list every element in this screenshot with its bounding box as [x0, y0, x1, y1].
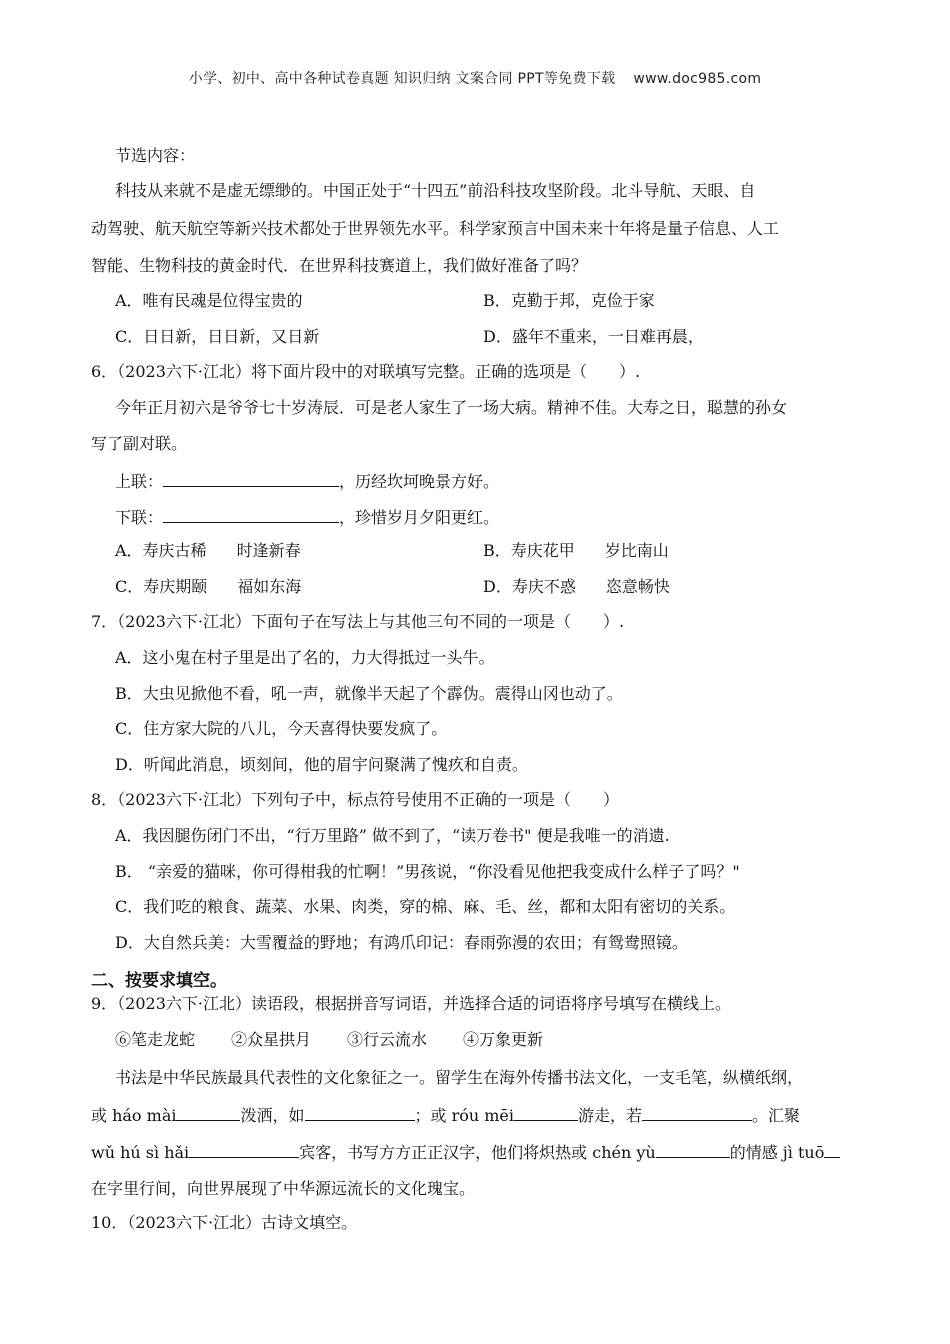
question-6-paragraph: 今年正月初六是爷爷七十岁涛辰．可是老人家生了一场大病。精神不佳。大寿之日，聪慧的孙女	[115, 398, 788, 417]
option-c: C．日日新，日日新，又日新	[115, 327, 320, 346]
paragraph-text: 泼洒，如	[240, 1106, 305, 1125]
q6-option-a	[115, 541, 301, 561]
question-10-stem: 10．（2023六下·江北）古诗文填空。	[91, 1213, 358, 1232]
choice-item: ③行云流水	[347, 1030, 428, 1049]
paragraph-text: 游走，若	[578, 1106, 643, 1125]
fill-blank[interactable]	[514, 1104, 578, 1121]
excerpt-line: 动驾驶、航天航空等新兴技术都处于世界领先水平。科学家预言中国未来十年将是量子信息、人工	[91, 219, 780, 238]
question-8-stem: 8．（2023六下·江北）下列句子中，标点符号使用不正确的一项是（ ）	[91, 790, 619, 809]
couplet-lower-suffix: ，珍惜岁月夕阳更红。	[339, 508, 500, 527]
section-2-title: 二、按要求填空。	[91, 971, 227, 991]
pinyin-text: ；或 róu mēi	[414, 1106, 515, 1125]
q7-option-b: B．大虫见掀他不看，吼一声，就像半天起了个霹伪。震得山冈也动了。	[115, 684, 623, 703]
option-a: A．唯有民魂是位得宝贵的	[115, 291, 303, 310]
q6-option-b	[483, 541, 669, 561]
option-label: B．寿庆花甲	[483, 541, 575, 560]
q8-option-c: C．我们吃的粮食、蔬菜、水果、肉类，穿的棉、麻、毛、丝，都和太阳有密切的关系。	[115, 897, 736, 916]
couplet-lower-prefix: 下联：	[115, 508, 164, 527]
couplet-lower-blank[interactable]	[163, 506, 339, 523]
q6-option-d	[483, 577, 670, 597]
paragraph-text: 。汇聚	[752, 1106, 801, 1125]
option-text: 岁比南山	[604, 541, 669, 560]
couplet-lower	[115, 506, 499, 528]
q7-option-d: D．听闻此消息，顷刻间，他的眉宇问聚满了愧疚和自责。	[115, 755, 528, 774]
question-9-stem: 9．（2023六下·江北）读语段，根据拼音写词语，并选择合适的词语将序号填写在横线上。	[91, 994, 731, 1013]
pinyin-text: 或 háo mài	[91, 1106, 177, 1125]
q9-paragraph: 书法是中华民族最具代表性的文化象征之一。留学生在海外传播书法文化，一支毛笔，纵横纸纲，	[115, 1068, 804, 1087]
couplet-upper-prefix: 上联：	[115, 472, 164, 491]
pinyin-text: wǔ hú sì hǎi	[91, 1143, 190, 1162]
q8-option-d: D．大自然兵美：大雪覆益的野地；有鸿爪印记：春雨弥漫的农田；有鸳鸯照镜。	[115, 933, 688, 952]
fill-blank[interactable]	[824, 1141, 840, 1158]
question-7-stem: 7．（2023六下·江北）下面句子在写法上与其他三句不同的一项是（ ）.	[91, 612, 625, 631]
option-d: D．盛年不重来，一日难再晨，	[483, 327, 704, 346]
fill-blank[interactable]	[189, 1141, 299, 1158]
couplet-upper-blank[interactable]	[163, 470, 339, 487]
paragraph-text: 宾客，书写方方正正汉字，他们将炽热或 chén yù	[299, 1143, 656, 1162]
excerpt-label: 节选内容：	[115, 146, 196, 165]
option-text: 恣意畅快	[605, 577, 670, 596]
fill-blank[interactable]	[642, 1104, 752, 1121]
q7-option-a: A．这小鬼在村子里是出了名的，力大得抵过一头牛。	[115, 648, 495, 667]
paragraph-text: 的情感 jì tuō	[729, 1143, 825, 1162]
option-b: B．克勤于邦，克俭于家	[483, 291, 655, 310]
q9-choices	[115, 1030, 543, 1050]
excerpt-line: 科技从来就不是虚无缥缈的。中国正处于“十四五”前沿科技攻坚阶段。北斗导航、天眼、自	[115, 181, 756, 200]
page-header	[0, 68, 950, 88]
option-label: A．寿庆古稀	[115, 541, 207, 560]
question-6-stem: 6．（2023六下·江北）将下面片段中的对联填写完整。正确的选项是（ ）.	[91, 362, 641, 381]
option-text: 时逢新春	[236, 541, 301, 560]
excerpt-line: 智能、生物科技的黄金时代．在世界科技赛道上，我们做好准备了吗？	[91, 256, 588, 275]
q8-option-a: A．我因腿伤闭门不出，“行万里路” 做不到了，“读万卷书" 便是我唯一的消遗.	[115, 826, 670, 845]
choice-item: ⑥笔走龙蛇	[115, 1030, 196, 1049]
option-label: C．寿庆期颐	[115, 577, 208, 596]
option-label: D．寿庆不惑	[483, 577, 576, 596]
q8-option-b: B． “亲爱的猫咪，你可得柑我的忙啊！”男孩说，“你没看见他把我变成什么样子了吗？"	[115, 862, 740, 881]
choice-item: ②众星拱月	[231, 1030, 312, 1049]
fill-blank[interactable]	[305, 1104, 415, 1121]
option-text: 福如东海	[237, 577, 302, 596]
q9-paragraph	[91, 1104, 800, 1126]
header-site: www.doc985.com	[633, 71, 762, 87]
q6-option-c	[115, 577, 301, 597]
q9-paragraph: 在字里行间，向世界展现了中华源远流长的文化瑰宝。	[91, 1179, 476, 1198]
fill-blank[interactable]	[176, 1104, 240, 1121]
fill-blank[interactable]	[656, 1141, 730, 1158]
couplet-upper	[115, 470, 499, 492]
choice-item: ④万象更新	[463, 1030, 544, 1049]
question-6-paragraph: 写了副对联。	[91, 434, 188, 453]
q7-option-c: C．住方家大院的八儿，今天喜得快要发疯了。	[115, 719, 448, 738]
q9-paragraph	[91, 1141, 840, 1163]
header-text: 小学、初中、高中各种试卷真题 知识归纳 文案合同 PPT等免费下载	[188, 71, 616, 87]
couplet-upper-suffix: ，历经坎坷晚景方好。	[339, 472, 500, 491]
